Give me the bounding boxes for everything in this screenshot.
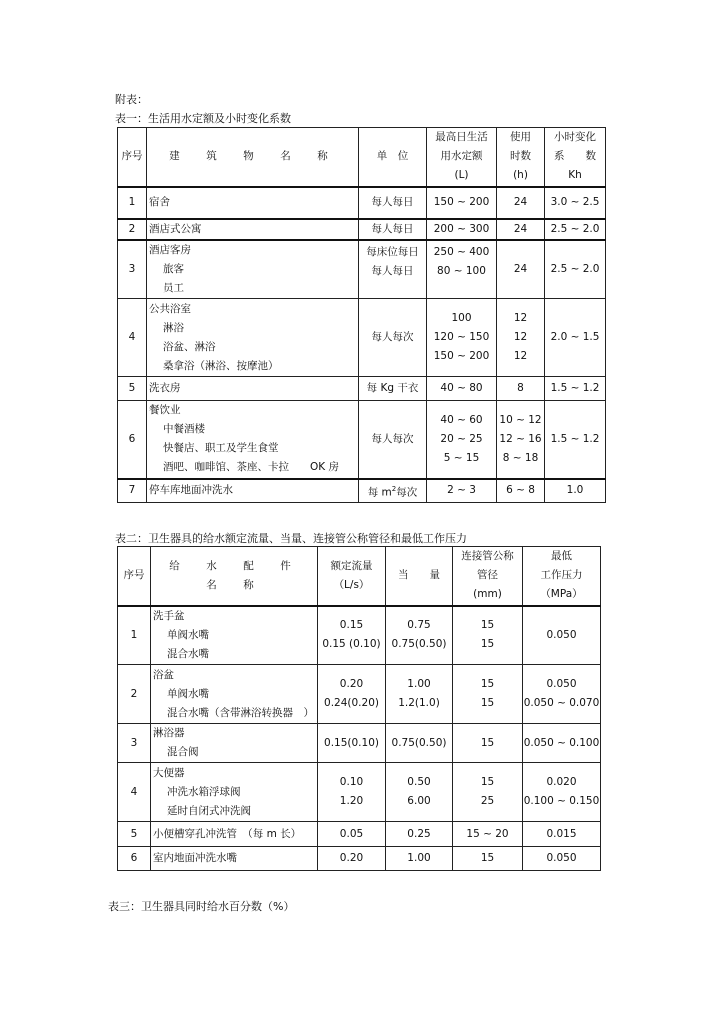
table2-header-row (118, 547, 601, 606)
table-row: 6 室内地面冲洗水嘴 0.20 1.00 15 0.050 (118, 847, 601, 871)
table2 (117, 546, 601, 871)
table-row: 4 公共浴室 淋浴 浴盆、淋浴 桑拿浴（淋浴、按摩池） 每人每次 100 120 ~ 150 150 ~ 200 12 12 12 2.0 ~ 1.5 (118, 299, 606, 377)
t2-h-no: 序号 (118, 547, 151, 606)
t2-h-name: 给 水 配 件 名 称 (151, 547, 318, 606)
table3-title: 表三：卫生器具同时给水百分数（%） (108, 900, 295, 913)
t2-h-flow: 额定流量 （L/s） (318, 547, 386, 606)
table-row: 7 停车库地面冲洗水 每 $m^2$每次 2 ~ 3 6 ~ 8 1.0 (118, 479, 606, 503)
t1-h-unit: 单 位 (359, 128, 427, 187)
t1-h-no: 序号 (118, 128, 147, 187)
table-row: 3 淋浴器 混合阀 0.15(0.10) 0.75(0.50) 15 0.050 ~ 0.100 (118, 724, 601, 763)
appendix-label: 附表： (115, 93, 148, 106)
table1-title: 表一：生活用水定额及小时变化系数 (115, 112, 291, 125)
table-row: 1 宿舍 每人每日 150 ~ 200 24 3.0 ~ 2.5 (118, 187, 606, 219)
t1-h-coef: 小时变化 系 数 Kh (545, 128, 606, 187)
table-row: 1 洗手盆 单阀水嘴 混合水嘴 0.15 0.15 (0.10) 0.75 0.75(0.50) 15 15 0.050 (118, 606, 601, 665)
table-row: 6 餐饮业 中餐酒楼 快餐店、职工及学生食堂 酒吧、咖啡馆、茶座、卡拉 OK 房 每人每次 40 ~ 60 20 ~ 25 5 ~ 15 10 ~ 12 12 ~ 16 8 ~ 18 1.5 ~ 1.2 (118, 401, 606, 479)
t1-h-name: 建 筑 物 名 称 (147, 128, 359, 187)
t2-h-equiv: 当 量 (386, 547, 453, 606)
t2-h-pressure: 最低 工作压力 （MPa） (523, 547, 601, 606)
table-row: 5 洗衣房 每 Kg 干衣 40 ~ 80 8 1.5 ~ 1.2 (118, 377, 606, 401)
table-row: 2 酒店式公寓 每人每日 200 ~ 300 24 2.5 ~ 2.0 (118, 219, 606, 240)
table-row: 3 酒店客房 旅客 员工 每床位每日 每人每日 250 ~ 400 80 ~ 100 24 2.5 ~ 2.0 (118, 240, 606, 299)
table-row: 5 小便槽穿孔冲洗管 （每 m 长） 0.05 0.25 15 ~ 20 0.015 (118, 822, 601, 847)
table-row: 2 浴盆 单阀水嘴 混合水嘴（含带淋浴转换器 ） 0.20 0.24(0.20) 1.00 1.2(1.0) 15 15 0.050 0.050 ~ 0.070 (118, 665, 601, 724)
table-row: 4 大便器 冲洗水箱浮球阀 延时自闭式冲洗阀 0.10 1.20 0.50 6.00 15 25 0.020 0.100 ~ 0.150 (118, 763, 601, 822)
t1-h-hours: 使用 时数 (h) (497, 128, 545, 187)
table1-header-row (118, 128, 606, 187)
table2-title: 表二：卫生器具的给水额定流量、当量、连接管公称管径和最低工作压力 (115, 532, 467, 545)
t2-h-pipe: 连接管公称 管径 (mm) (453, 547, 523, 606)
table1 (117, 127, 606, 503)
t1-h-quota: 最高日生活 用水定额 (L) (427, 128, 497, 187)
